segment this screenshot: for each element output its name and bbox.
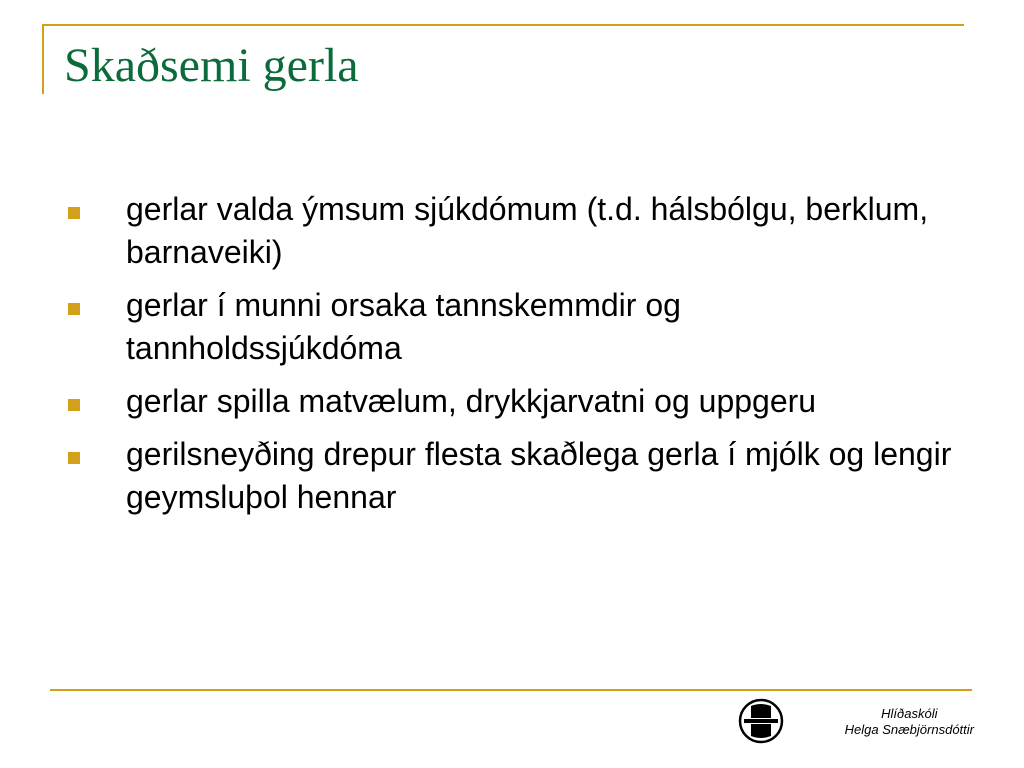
bullet-text: gerlar spilla matvælum, drykkjarvatni og uppgeru <box>126 383 817 419</box>
bullet-item <box>64 188 964 274</box>
bullet-text: gerilsneyðing drepur flesta skaðlega gerla í mjólk og lengir geymsluþol hennar <box>126 436 952 515</box>
footer-author: Helga Snæbjörnsdóttir <box>844 722 974 737</box>
bullet-item <box>64 380 964 423</box>
bullet-item <box>64 433 964 519</box>
footer-school: Hlíðaskóli <box>881 706 938 721</box>
school-emblem-icon <box>738 698 784 744</box>
square-bullet-icon <box>68 303 80 315</box>
footer-divider <box>50 689 972 691</box>
title-frame-top-line <box>42 24 964 26</box>
bullet-item <box>64 284 964 370</box>
slide-title: Skaðsemi gerla <box>64 39 359 92</box>
square-bullet-icon <box>68 452 80 464</box>
footer-credits <box>845 706 974 738</box>
bullet-list <box>64 188 964 529</box>
bullet-text: gerlar valda ýmsum sjúkdómum (t.d. hálsbólgu, berklum, barnaveiki) <box>126 191 929 270</box>
title-frame-left-line <box>42 24 44 94</box>
square-bullet-icon <box>68 207 80 219</box>
bullet-text: gerlar í munni orsaka tannskemmdir og tannholdssjúkdóma <box>126 287 681 366</box>
square-bullet-icon <box>68 399 80 411</box>
